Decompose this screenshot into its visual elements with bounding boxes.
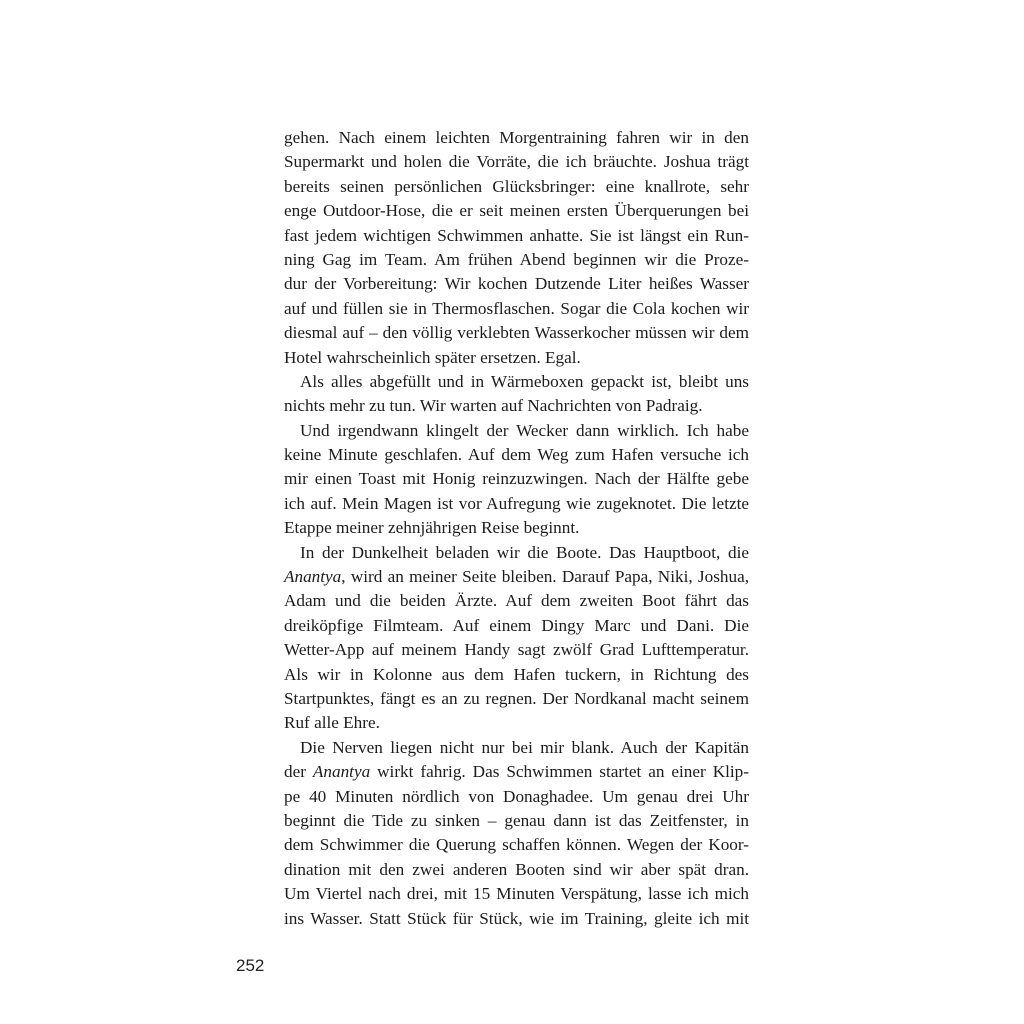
text-line: ning Gag im Team. Am frühen Abend beginnen wir die Proze- <box>284 249 749 269</box>
paragraph-5 <box>284 736 749 931</box>
text-line: dination mit den zwei anderen Booten sind wir aber spät dran. <box>284 859 749 879</box>
paragraph-1 <box>284 126 749 370</box>
text-line: pe 40 Minuten nördlich von Donaghadee. Um genau drei Uhr <box>284 786 749 806</box>
text-line: ins Wasser. Statt Stück für Stück, wie im Training, gleite ich mit <box>284 908 749 928</box>
text-line: Als alles abgefüllt und in Wärmeboxen gepackt ist, bleibt uns <box>300 371 749 391</box>
text-line: fast jedem wichtigen Schwimmen anhatte. Sie ist längst ein Run- <box>284 225 749 245</box>
paragraph-4 <box>284 541 749 736</box>
text-line: Supermarkt und holen die Vorräte, die ich bräuchte. Joshua trägt <box>284 152 749 172</box>
text-line: enge Outdoor-Hose, die er seit meinen ersten Überquerungen bei <box>284 201 749 221</box>
text-line: ich auf. Mein Magen ist vor Aufregung wie zugeknotet. Die letzte <box>284 493 749 513</box>
text-line: bereits seinen persönlichen Glücksbringer: eine knallrote, sehr <box>284 176 749 196</box>
text-line: mir einen Toast mit Honig reinzuzwingen. Nach der Hälfte gebe <box>284 469 749 489</box>
text-line: nichts mehr zu tun. Wir warten auf Nachrichten von Padraig. <box>284 396 703 416</box>
paragraph-3 <box>284 419 749 541</box>
text-line: der Anantya wirkt fahrig. Das Schwimmen startet an einer Klip- <box>284 762 749 782</box>
text-line: Um Viertel nach drei, mit 15 Minuten Verspätung, lasse ich mich <box>284 884 749 904</box>
text-line: Startpunktes, fängt es an zu regnen. Der Nordkanal macht seinem <box>284 688 749 708</box>
text-line: Wetter-App auf meinem Handy sagt zwölf Grad Lufttemperatur. <box>284 640 749 660</box>
page-number: 252 <box>236 956 265 975</box>
text-line: beginnt die Tide zu sinken – genau dann ist das Zeitfenster, in <box>284 810 749 830</box>
text-line: Hotel wahrscheinlich später ersetzen. Egal. <box>284 347 581 367</box>
text-line: Etappe meiner zehnjährigen Reise beginnt. <box>284 518 580 538</box>
text-line: gehen. Nach einem leichten Morgentraining fahren wir in den <box>284 128 749 147</box>
text-line: dem Schwimmer die Querung schaffen können. Wegen der Koor- <box>284 835 749 855</box>
boat-name: Anantya <box>284 567 342 587</box>
text-line: Anantya, wird an meiner Seite bleiben. Darauf Papa, Niki, Joshua, <box>284 567 749 587</box>
text-line: Und irgendwann klingelt der Wecker dann wirklich. Ich habe <box>300 420 749 440</box>
text-line: In der Dunkelheit beladen wir die Boote. Das Hauptboot, die <box>300 542 749 562</box>
text-line: dur der Vorbereitung: Wir kochen Dutzende Liter heißes Wasser <box>284 274 749 294</box>
body-text <box>284 126 749 931</box>
text-line: diesmal auf – den völlig verklebten Wasserkocher müssen wir dem <box>284 323 749 343</box>
text-line: Ruf alle Ehre. <box>284 713 380 733</box>
text-line: auf und füllen sie in Thermosflaschen. Sogar die Cola kochen wir <box>284 298 749 318</box>
text-line: dreiköpfige Filmteam. Auf einem Dingy Marc und Dani. Die <box>284 615 749 635</box>
text-line: Als wir in Kolonne aus dem Hafen tuckern, in Richtung des <box>284 664 749 684</box>
text-line: Adam und die beiden Ärzte. Auf dem zweiten Boot fährt das <box>284 591 749 611</box>
text-line: keine Minute geschlafen. Auf dem Weg zum Hafen versuche ich <box>284 445 749 465</box>
paragraph-2 <box>284 370 749 419</box>
boat-name: Anantya <box>312 762 371 782</box>
text-line: Die Nerven liegen nicht nur bei mir blank. Auch der Kapitän <box>300 737 749 757</box>
